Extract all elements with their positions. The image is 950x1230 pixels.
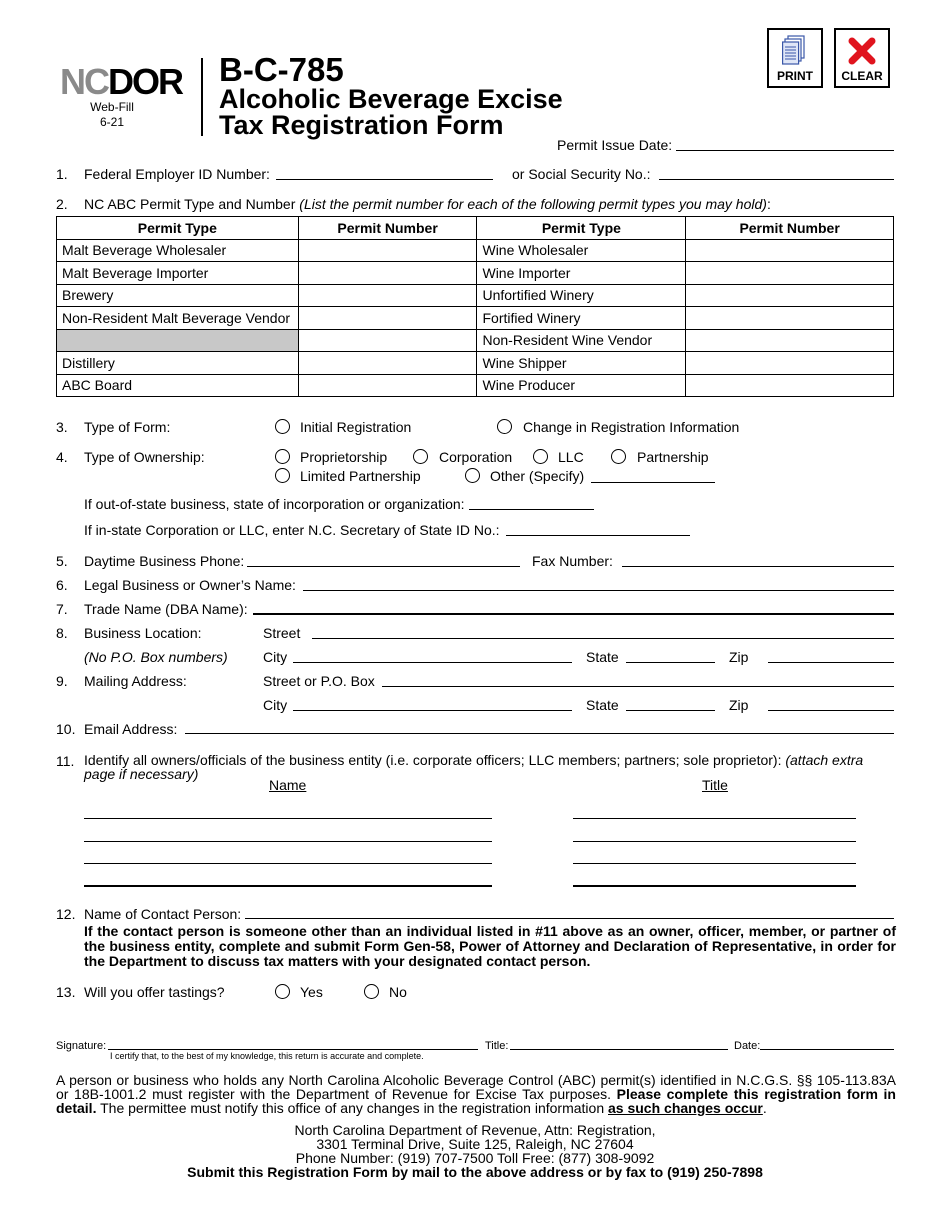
permit-number-input[interactable] [298,329,477,352]
permit-number-input[interactable] [686,239,894,262]
location-street-label: Street [263,625,301,641]
fein-label: Federal Employer ID Number: [84,166,270,182]
permit-type-cell: Distillery [57,352,299,375]
permit-type-cell: Brewery [57,284,299,307]
fax-number-label: Fax Number: [532,553,613,569]
location-zip-field[interactable] [768,662,894,663]
table-row [57,262,894,285]
proprietorship-label: Proprietorship [300,449,388,465]
clear-x-icon [847,36,877,66]
location-zip-label: Zip [729,649,749,665]
mailing-address-label: Mailing Address: [84,673,187,689]
initial-registration-label: Initial Registration [300,419,412,435]
daytime-phone-field[interactable] [247,566,520,567]
item-number-13: 13. [56,984,76,1000]
header-divider [201,58,203,136]
owner-name-field-2[interactable] [84,841,492,842]
business-location-label: Business Location: [84,625,202,641]
revision-label: 6-21 [99,115,125,129]
trade-name-label: Trade Name (DBA Name): [84,601,248,617]
item-number-4: 4. [56,449,68,465]
col-header-permit-type-right: Permit Type [477,217,686,240]
partnership-radio[interactable] [611,449,626,464]
item-number-11: 11. [56,753,75,769]
type-of-form-label: Type of Form: [84,419,171,435]
owners-instructions [84,753,884,781]
tastings-yes-radio[interactable] [275,984,290,999]
permit-type-cell: Non-Resident Malt Beverage Vendor [57,307,299,330]
table-row [57,284,894,307]
initial-registration-radio[interactable] [275,419,290,434]
partnership-label: Partnership [637,449,709,465]
permit-number-input[interactable] [298,307,477,330]
permit-type-cell: Wine Shipper [477,352,686,375]
item-number-3: 3. [56,419,68,435]
owners-italic: (attach extra page if necessary) [84,752,864,782]
notify-underline: as such changes occur [608,1100,763,1116]
table-row [57,307,894,330]
submit-instructions: Submit this Registration Form by mail to the above address or by fax to (919) 250-7898 [187,1164,763,1180]
other-specify-label: Other (Specify) [490,468,585,484]
change-registration-label: Change in Registration Information [523,419,740,435]
notify-text: The permittee must notify this office of any changes in the registration information [100,1100,605,1116]
form-title-line2: Tax Registration Form [219,110,504,140]
requirement-text: A person or business who holds any North Carolina Alcoholic Beverage Control (ABC) permit(s) identified in N.C.G.S. §§ 105-113.83A or 18B-1001.2 must register with the Department of Revenue for Excise Tax purposes. [56,1072,896,1102]
email-label: Email Address: [84,721,178,737]
llc-radio[interactable] [533,449,548,464]
owner-name-field-3[interactable] [84,863,492,864]
corporation-label: Corporation [439,449,513,465]
permit-number-input[interactable] [686,329,894,352]
logo-nc: NC [60,61,108,102]
owner-title-field-2[interactable] [573,841,856,842]
other-specify-field[interactable] [591,482,715,483]
permit-intro-colon: : [766,196,771,212]
ownership-label: Type of Ownership: [84,449,205,465]
location-city-label: City [263,649,288,665]
permit-number-input[interactable] [298,284,477,307]
col-header-permit-number-left: Permit Number [298,217,477,240]
permit-number-input[interactable] [298,352,477,375]
mailing-city-label: City [263,697,288,713]
out-of-state-field[interactable] [469,509,594,510]
permit-number-input[interactable] [298,262,477,285]
owner-title-field-4[interactable] [573,885,856,887]
form-number: B-C-785 [219,51,344,88]
item-number-12: 12. [56,906,76,922]
permit-intro [84,196,771,212]
permit-type-cell: Wine Producer [477,374,686,397]
item-number-7: 7. [56,601,68,617]
email-field[interactable] [185,733,894,734]
signature-date-label: Date: [734,1040,761,1052]
corporation-radio[interactable] [413,449,428,464]
proprietorship-radio[interactable] [275,449,290,464]
llc-label: LLC [558,449,584,465]
permit-issue-date-field[interactable] [676,150,894,151]
mailing-state-label: State [586,697,619,713]
col-header-permit-number-right: Permit Number [686,217,894,240]
ssn-field[interactable] [659,179,894,180]
form-title-line1: Alcoholic Beverage Excise [219,84,563,114]
table-row [57,374,894,397]
mailing-street-label: Street or P.O. Box [263,673,375,689]
legal-name-label: Legal Business or Owner’s Name: [84,577,296,593]
mailing-state-field[interactable] [626,710,715,711]
permit-number-input[interactable] [686,352,894,375]
other-specify-radio[interactable] [465,468,480,483]
clear-label: CLEAR [841,69,883,83]
item-number-1: 1. [56,166,68,182]
item-number-2: 2. [56,196,68,212]
requirement-bold: Please complete this registration form in detail. [56,1086,896,1116]
print-button[interactable] [767,28,823,88]
ncdor-logo [60,61,182,102]
contact-person-field[interactable] [245,918,894,919]
permit-type-cell: Malt Beverage Wholesaler [57,239,299,262]
sos-id-field[interactable] [506,535,690,536]
limited-partnership-label: Limited Partnership [300,468,421,484]
permit-table-header-row [57,217,894,240]
permit-type-cell: Non-Resident Wine Vendor [477,329,686,352]
owner-name-field-4[interactable] [84,885,492,887]
permit-intro-text: NC ABC Permit Type and Number [84,196,296,212]
item-number-10: 10. [56,721,76,737]
location-city-field[interactable] [293,662,572,663]
print-label: PRINT [777,69,813,83]
table-row [57,239,894,262]
tastings-label: Will you offer tastings? [84,984,225,1000]
out-of-state-label: If out-of-state business, state of incorporation or organization: [84,496,465,512]
location-state-label: State [586,649,619,665]
title-column-header: Title [702,777,728,793]
fax-number-field[interactable] [622,566,894,567]
permit-type-cell: ABC Board [57,374,299,397]
owner-title-field-1[interactable] [573,818,856,819]
permit-type-cell-blank [57,329,299,352]
mailing-street-field[interactable] [382,686,894,687]
mailing-city-field[interactable] [293,710,572,711]
permit-number-input[interactable] [298,239,477,262]
address-line-2: 3301 Terminal Drive, Suite 125, Raleigh, NC 27604 [316,1136,634,1152]
trade-name-field[interactable] [253,613,894,615]
tastings-yes-label: Yes [300,984,323,1000]
permit-issue-date-label: Permit Issue Date: [557,137,673,153]
contact-person-label: Name of Contact Person: [84,906,242,922]
permit-number-input[interactable] [298,374,477,397]
item-number-5: 5. [56,553,68,569]
daytime-phone-label: Daytime Business Phone: [84,553,245,569]
address-line-3: Phone Number: (919) 707-7500 Toll Free: (877) 308-9092 [295,1150,655,1166]
mailing-address-block [56,1123,894,1179]
permit-intro-italic: (List the permit number for each of the following permit types you may hold) [299,196,767,212]
mailing-zip-label: Zip [729,697,749,713]
limited-partnership-radio[interactable] [275,468,290,483]
certify-statement: I certify that, to the best of my knowledge, this return is accurate and complete. [110,1051,424,1061]
signature-label: Signature: [56,1040,107,1052]
owner-name-field-1[interactable] [84,818,492,819]
clear-button[interactable] [834,28,890,88]
tastings-no-label: No [389,984,407,1000]
table-row [57,352,894,375]
permit-type-cell: Wine Importer [477,262,686,285]
col-header-permit-type-left: Permit Type [57,217,299,240]
logo-dor: DOR [108,61,182,102]
permit-number-input[interactable] [686,262,894,285]
address-line-1: North Carolina Department of Revenue, Attn: Registration, [294,1122,656,1138]
owners-text: Identify all owners/officials of the business entity (i.e. corporate officers; LLC members; partners; sole proprietor): [84,752,782,768]
signature-title-field[interactable] [510,1049,728,1050]
permit-type-cell: Malt Beverage Importer [57,262,299,285]
registration-requirement-paragraph [56,1073,896,1115]
notify-end: . [762,1100,767,1116]
print-icon [782,35,808,67]
legal-name-field[interactable] [303,590,894,591]
permit-number-input[interactable] [686,307,894,330]
fein-field[interactable] [276,179,493,180]
permit-type-cell: Fortified Winery [477,307,686,330]
contact-person-note: If the contact person is someone other than an individual listed in #11 above as an owner, officer, member, or partner of the business entity, complete and submit Form Gen-58, Power of Attorney and Declaration of Representative, in order for the Department to discuss tax matters with your designated contact person. [84,923,896,969]
location-state-field[interactable] [626,662,715,663]
in-state-label: If in-state Corporation or LLC, enter N.C. Secretary of State ID No.: [84,522,500,538]
item-number-6: 6. [56,577,68,593]
location-street-field[interactable] [312,638,894,639]
table-row [57,329,894,352]
permit-type-cell: Unfortified Winery [477,284,686,307]
permit-number-input[interactable] [686,374,894,397]
signature-title-label: Title: [485,1040,509,1052]
signature-date-field[interactable] [760,1049,894,1050]
mailing-zip-field[interactable] [768,710,894,711]
item-number-9: 9. [56,673,68,689]
change-registration-radio[interactable] [497,419,512,434]
item-number-8: 8. [56,625,68,641]
owner-title-field-3[interactable] [573,863,856,864]
permit-type-cell: Wine Wholesaler [477,239,686,262]
no-po-box-note: (No P.O. Box numbers) [84,649,228,665]
web-fill-label: Web-Fill [90,100,134,114]
signature-field[interactable] [108,1049,478,1050]
permit-number-input[interactable] [686,284,894,307]
ssn-label: or Social Security No.: [512,166,651,182]
tastings-no-radio[interactable] [364,984,379,999]
name-column-header: Name [269,777,307,793]
permit-table [56,216,894,397]
